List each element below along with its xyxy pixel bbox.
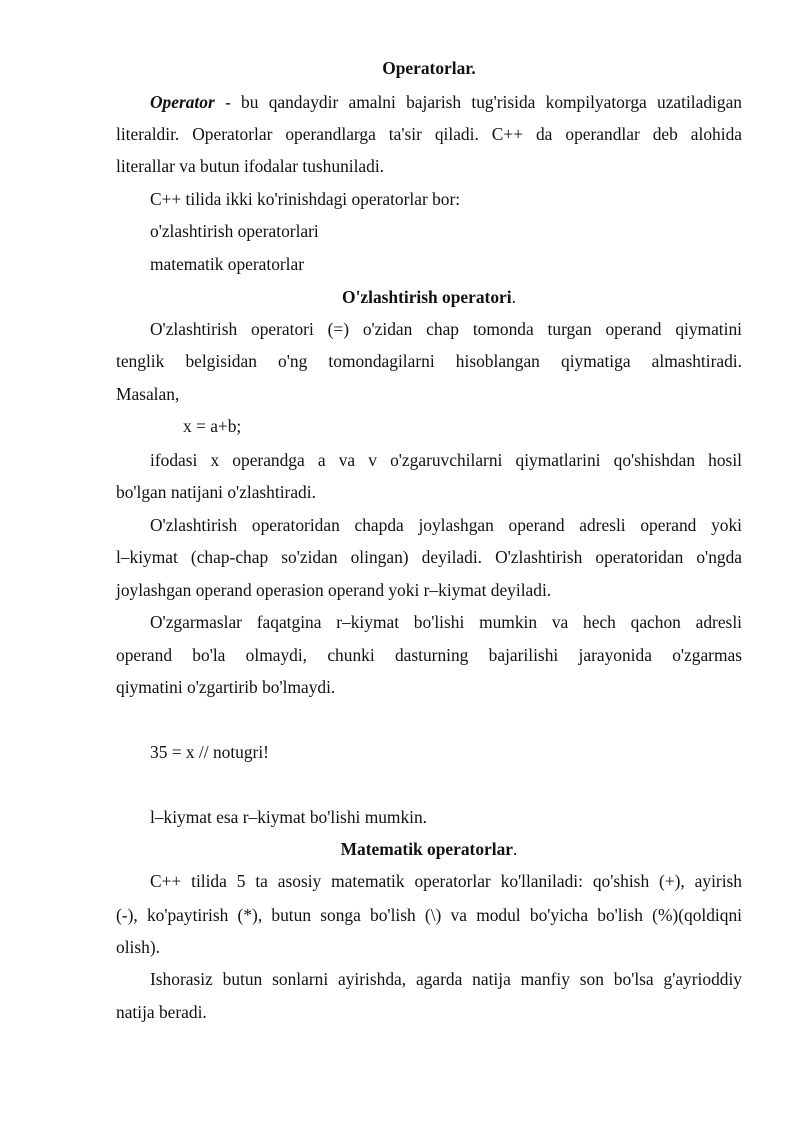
- paragraph-3-line-3: Masalan,: [116, 384, 180, 404]
- paragraph-7: l–kiymat esa r–kiymat bo'lishi mumkin.: [150, 807, 428, 827]
- paragraph-2: C++ tilida ikki ko'rinishdagi operatorlar bor:: [150, 189, 461, 209]
- paragraph-3-line-2: tenglik belgisidan o'ng tomondagilarni hisoblangan qiymatiga almashtiradi.: [116, 351, 742, 371]
- paragraph-6-line-1: O'zgarmaslar faqatgina r–kiymat bo'lishi mumkin va hech qachon adresli: [150, 612, 742, 632]
- section-heading-math: Matematik operatorlar.: [340, 839, 518, 859]
- paragraph-9-line-1: Ishorasiz butun sonlarni ayirishda, agarda natija manfiy son bo'lsa g'ayrioddiy: [150, 969, 742, 989]
- paragraph-1-line-3: literallar va butun ifodalar tushuniladi.: [116, 156, 385, 176]
- paragraph-8-line-3: olish).: [116, 937, 160, 957]
- paragraph-8-line-2: (-), ko'paytirish (*), butun songa bo'lish (\) va modul bo'yicha bo'lish (%)(qoldiqni: [116, 905, 742, 925]
- page-title: Operatorlar.: [382, 58, 476, 78]
- paragraph-5-line-3: joylashgan operand operasion operand yoki r–kiymat deyiladi.: [116, 580, 552, 600]
- paragraph-5-line-1: O'zlashtirish operatoridan chapda joylashgan operand adresli operand yoki: [150, 515, 742, 535]
- list-item: matematik operatorlar: [150, 254, 305, 274]
- paragraph-5-line-2: l–kiymat (chap-chap so'zidan olingan) deyiladi. O'zlashtirish operatoridan o'ngda: [116, 547, 742, 567]
- paragraph-1-line-1: Operator - bu qandaydir amalni bajarish tug'risida kompilyatorga uzatiladigan: [150, 92, 742, 112]
- paragraph-9-line-2: natija beradi.: [116, 1002, 207, 1022]
- section-heading-assignment: O'zlashtirish operatori.: [342, 287, 516, 307]
- code-example-2: 35 = x // notugri!: [150, 742, 269, 762]
- paragraph-1-line-2: literaldir. Operatorlar operandlarga ta'sir qiladi. C++ da operandlar deb alohida: [116, 124, 742, 144]
- paragraph-4-line-2: bo'lgan natijani o'zlashtiradi.: [116, 482, 316, 502]
- paragraph-8-line-1: C++ tilida 5 ta asosiy matematik operatorlar ko'llaniladi: qo'shish (+), ayirish: [150, 871, 742, 891]
- list-item: o'zlashtirish operatorlari: [150, 221, 319, 241]
- code-example-1: x = a+b;: [183, 416, 242, 436]
- paragraph-6-line-2: operand bo'la olmaydi, chunki dasturning bajarilishi jarayonida o'zgarmas: [116, 645, 742, 665]
- paragraph-6-line-3: qiymatini o'zgartirib bo'lmaydi.: [116, 677, 336, 697]
- paragraph-4-line-1: ifodasi x operandga a va v o'zgaruvchilarni qiymatlarini qo'shishdan hosil: [150, 450, 742, 470]
- paragraph-3-line-1: O'zlashtirish operatori (=) o'zidan chap tomonda turgan operand qiymatini: [150, 319, 742, 339]
- operator-term: Operator: [150, 92, 215, 112]
